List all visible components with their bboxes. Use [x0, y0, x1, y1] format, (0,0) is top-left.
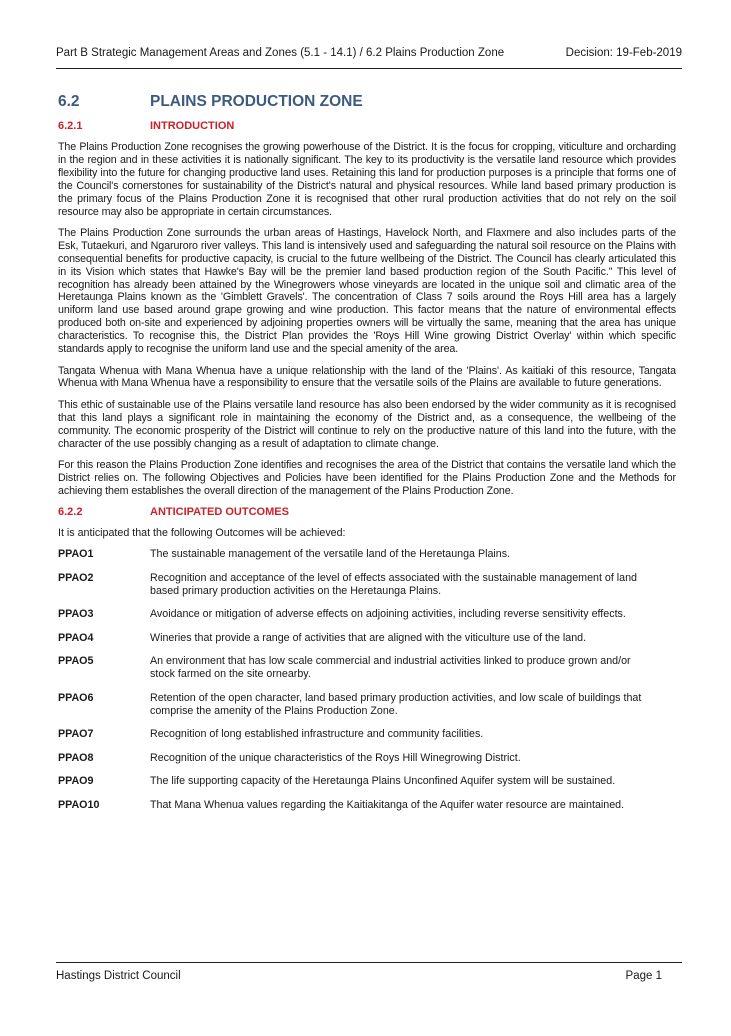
- outcome-text: The life supporting capacity of the Heretaunga Plains Unconfined Aquifer system will be sustained.: [150, 775, 616, 788]
- outcome-item: [58, 655, 676, 681]
- footer-organisation: Hastings District Council: [56, 970, 181, 982]
- footer-divider: [56, 962, 682, 963]
- section-title: PLAINS PRODUCTION ZONE: [150, 93, 363, 110]
- page-number: Page 1: [625, 970, 662, 982]
- outcome-text: Recognition of long established infrastructure and community facilities.: [150, 728, 484, 741]
- outcome-item: [58, 572, 676, 598]
- outcome-code: PPAO7: [58, 728, 94, 741]
- header-divider: [56, 68, 682, 69]
- outcome-code: PPAO9: [58, 775, 94, 788]
- outcome-text: Wineries that provide a range of activities that are aligned with the viticulture use of the land.: [150, 631, 587, 644]
- intro-paragraph: The Plains Production Zone surrounds the urban areas of Hastings, Havelock North, and Flaxmere and also includes parts of the Esk, Tutaekuri, and Ngaruroro river valleys. This land is intensively used and safeguarding the natural soil resource on the Plains with consequential benefits for productive capacity, is crucial to the future wellbeing of the District. The Council has clearly articulated this in its Vision which states that Hawke's Bay will be the premier land based production region of the South Pacific." This level of recognition has already been attained by the Winegrowers whose vineyards are located in the unique soil and climatic area of the Heretaunga Plains known as the 'Gimblett Gravels'. The concentration of Class 7 soils around the Roys Hill area has a largely uniform land use based around grape growing and wine production. This factor means that the nature of environmental effects produced both on-site and experienced by adjoining properties owners will be virtually the same, meaning that the area has unique characteristics. To recognise this, the District Plan provides the 'Roys Hill Wine growing District Overlay' within which specific standards apply to recognise the uniform land use and the special amenity of the area.: [58, 226, 676, 356]
- intro-paragraph: This ethic of sustainable use of the Plains versatile land resource has also been endorsed by the wider community as it is recognised that this land plays a significant role in maintaining the economy of the District and, as a consequence, the wellbeing of the community. The economic prosperity of the District will continue to rely on the productive nature of this land into the future, with the character of the use possibly changing as a result of adaptation to climate change.: [58, 398, 676, 450]
- outcome-code: PPAO3: [58, 608, 94, 621]
- outcome-text: The sustainable management of the versatile land of the Heretaunga Plains.: [150, 548, 511, 561]
- outcome-item: [58, 799, 676, 812]
- header-title: Part B Strategic Management Areas and Zones (5.1 - 14.1) / 6.2 Plains Production Zone: [56, 47, 505, 59]
- intro-heading: [58, 120, 676, 132]
- page-content: [58, 93, 676, 822]
- outcome-code: PPAO8: [58, 751, 94, 764]
- outcomes-title: ANTICIPATED OUTCOMES: [150, 506, 289, 519]
- section-number: 6.2: [58, 93, 80, 110]
- outcome-text: Retention of the open character, land based primary production activities, and low scale of buildings that comprise the amenity of the Plains Production Zone.: [150, 691, 642, 717]
- outcome-code: PPAO10: [58, 798, 100, 811]
- outcomes-lead: It is anticipated that the following Outcomes will be achieved:: [58, 527, 346, 540]
- intro-number: 6.2.1: [58, 120, 83, 132]
- header-decision-date: Decision: 19-Feb-2019: [565, 47, 682, 59]
- outcome-item: [58, 692, 676, 718]
- outcome-text: That Mana Whenua values regarding the Kaitiakitanga of the Aquifer water resource are maintained.: [150, 798, 625, 811]
- outcome-text: An environment that has low scale commercial and industrial activities linked to produce grown and/or stock farmed on the site ornearby.: [150, 655, 631, 681]
- outcome-item: [58, 775, 676, 788]
- outcome-item: [58, 548, 676, 561]
- outcome-item: [58, 728, 676, 741]
- outcome-text: Recognition and acceptance of the level of effects associated with the sustainable management of land based primary production activities on the Heretaunga Plains.: [150, 571, 637, 597]
- outcome-item: [58, 752, 676, 765]
- outcome-text: Avoidance or mitigation of adverse effects on adjoining activities, including reverse sensitivity effects.: [150, 608, 626, 621]
- outcome-text: Recognition of the unique characteristics of the Roys Hill Winegrowing District.: [150, 751, 521, 764]
- intro-paragraph: Tangata Whenua with Mana Whenua have a unique relationship with the land of the 'Plains'. As kaitiaki of this resource, Tangata Whenua with Mana Whenua have a responsibility to ensure that the versatile soils of the Plains are available to future generations.: [58, 364, 676, 390]
- outcomes-number: 6.2.2: [58, 506, 83, 519]
- outcome-code: PPAO4: [58, 631, 94, 644]
- outcome-item: [58, 608, 676, 621]
- page-header: [56, 47, 682, 59]
- outcome-code: PPAO1: [58, 548, 94, 561]
- intro-title: INTRODUCTION: [150, 120, 235, 132]
- page-footer: [56, 970, 662, 982]
- outcome-code: PPAO5: [58, 655, 94, 668]
- intro-paragraph: For this reason the Plains Production Zone identifies and recognises the area of the District that contains the versatile land which the District relies on. The following Objectives and Policies have been identified for the Plains Production Zone and the Methods for achieving them establishes the overall direction of the management of the Plains Production Zone.: [58, 458, 676, 497]
- outcome-code: PPAO6: [58, 691, 94, 704]
- outcome-item: [58, 632, 676, 645]
- section-heading: [58, 93, 676, 111]
- outcome-code: PPAO2: [58, 571, 94, 584]
- outcomes-heading: [58, 506, 676, 518]
- intro-paragraph: The Plains Production Zone recognises the growing powerhouse of the District. It is the focus for cropping, viticulture and orcharding in the region and in these activities it is nationally significant. The key to its productivity is the versatile land resource which provides flexibility into the future for changing productive land uses. Retaining this land for production purposes is a principle that forms one of the Council's cornerstones for sustainability of the District's natural and physical resources. While land based primary production is the primary focus of the Plains Production Zone it is recognised that other rural production activities that do not rely on the soil resource may also be appropriate in certain circumstances.: [58, 141, 676, 218]
